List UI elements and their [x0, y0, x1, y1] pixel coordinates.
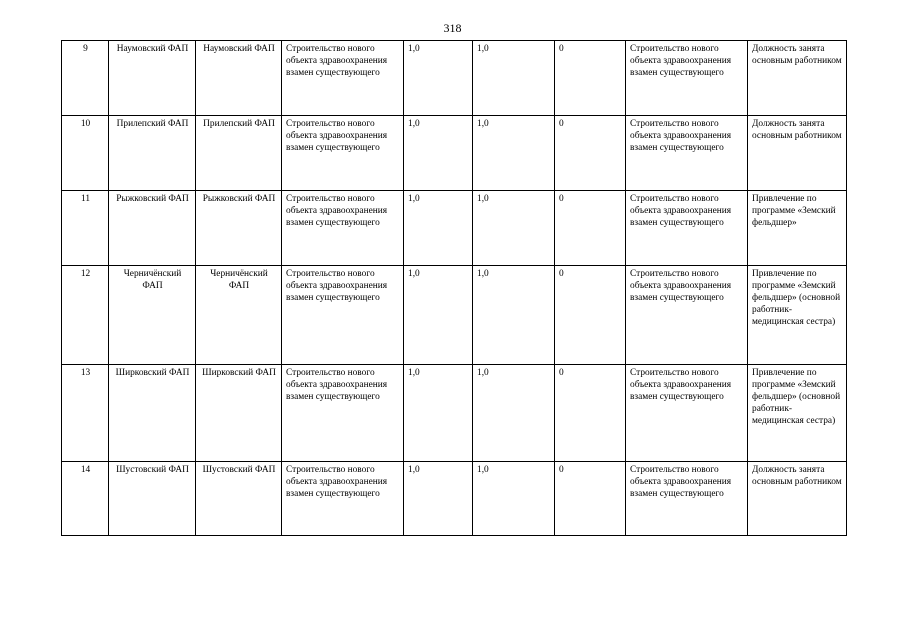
- table-row: [62, 116, 847, 191]
- value-1-cell: 1,0: [404, 191, 473, 266]
- facility-cell: Ширковский ФАП: [196, 365, 282, 462]
- activity-2-cell: Строительство нового объекта здравоохранения взамен существующего: [626, 191, 748, 266]
- table-row: [62, 191, 847, 266]
- activity-2-cell: Строительство нового объекта здравоохранения взамен существующего: [626, 41, 748, 116]
- value-3-cell: 0: [555, 191, 626, 266]
- value-2-cell: 1,0: [473, 116, 555, 191]
- activity-cell: Строительство нового объекта здравоохранения взамен существующего: [282, 266, 404, 365]
- note-cell: Привлечение по программе «Земский фельдшер»: [748, 191, 847, 266]
- activity-cell: Строительство нового объекта здравоохранения взамен существующего: [282, 41, 404, 116]
- note-cell: Должность занята основным работником: [748, 116, 847, 191]
- settlement-cell: Рыжковский ФАП: [109, 191, 196, 266]
- value-1-cell: 1,0: [404, 41, 473, 116]
- value-1-cell: 1,0: [404, 462, 473, 536]
- note-cell: Должность занята основным работником: [748, 462, 847, 536]
- settlement-cell: Наумовский ФАП: [109, 41, 196, 116]
- row-number: 11: [62, 191, 109, 266]
- row-number: 12: [62, 266, 109, 365]
- activity-cell: Строительство нового объекта здравоохранения взамен существующего: [282, 462, 404, 536]
- table-row: [62, 41, 847, 116]
- table-row: [62, 365, 847, 462]
- facility-cell: Наумовский ФАП: [196, 41, 282, 116]
- note-cell: Должность занята основным работником: [748, 41, 847, 116]
- activity-cell: Строительство нового объекта здравоохранения взамен существующего: [282, 191, 404, 266]
- activity-2-cell: Строительство нового объекта здравоохранения взамен существующего: [626, 116, 748, 191]
- value-1-cell: 1,0: [404, 266, 473, 365]
- activity-cell: Строительство нового объекта здравоохранения взамен существующего: [282, 365, 404, 462]
- value-3-cell: 0: [555, 365, 626, 462]
- activity-2-cell: Строительство нового объекта здравоохранения взамен существующего: [626, 365, 748, 462]
- table-body: [62, 41, 847, 536]
- settlement-cell: Черничёнский ФАП: [109, 266, 196, 365]
- row-number: 9: [62, 41, 109, 116]
- facility-cell: Прилепский ФАП: [196, 116, 282, 191]
- row-number: 10: [62, 116, 109, 191]
- settlement-cell: Ширковский ФАП: [109, 365, 196, 462]
- value-3-cell: 0: [555, 266, 626, 365]
- facility-cell: Рыжковский ФАП: [196, 191, 282, 266]
- page-number: 318: [443, 21, 462, 35]
- settlement-cell: Прилепский ФАП: [109, 116, 196, 191]
- value-2-cell: 1,0: [473, 365, 555, 462]
- value-1-cell: 1,0: [404, 116, 473, 191]
- facilities-table: [61, 40, 847, 536]
- facility-cell: Шустовский ФАП: [196, 462, 282, 536]
- note-cell: Привлечение по программе «Земский фельдшер» (основной работник-медицинская сестра): [748, 365, 847, 462]
- value-2-cell: 1,0: [473, 266, 555, 365]
- row-number: 13: [62, 365, 109, 462]
- activity-2-cell: Строительство нового объекта здравоохранения взамен существующего: [626, 266, 748, 365]
- value-1-cell: 1,0: [404, 365, 473, 462]
- note-cell: Привлечение по программе «Земский фельдшер» (основной работник-медицинская сестра): [748, 266, 847, 365]
- value-3-cell: 0: [555, 41, 626, 116]
- value-2-cell: 1,0: [473, 41, 555, 116]
- value-3-cell: 0: [555, 462, 626, 536]
- table-row: [62, 266, 847, 365]
- value-2-cell: 1,0: [473, 191, 555, 266]
- settlement-cell: Шустовский ФАП: [109, 462, 196, 536]
- facility-cell: Черничёнский ФАП: [196, 266, 282, 365]
- row-number: 14: [62, 462, 109, 536]
- activity-cell: Строительство нового объекта здравоохранения взамен существующего: [282, 116, 404, 191]
- activity-2-cell: Строительство нового объекта здравоохранения взамен существующего: [626, 462, 748, 536]
- value-3-cell: 0: [555, 116, 626, 191]
- value-2-cell: 1,0: [473, 462, 555, 536]
- table-row: [62, 462, 847, 536]
